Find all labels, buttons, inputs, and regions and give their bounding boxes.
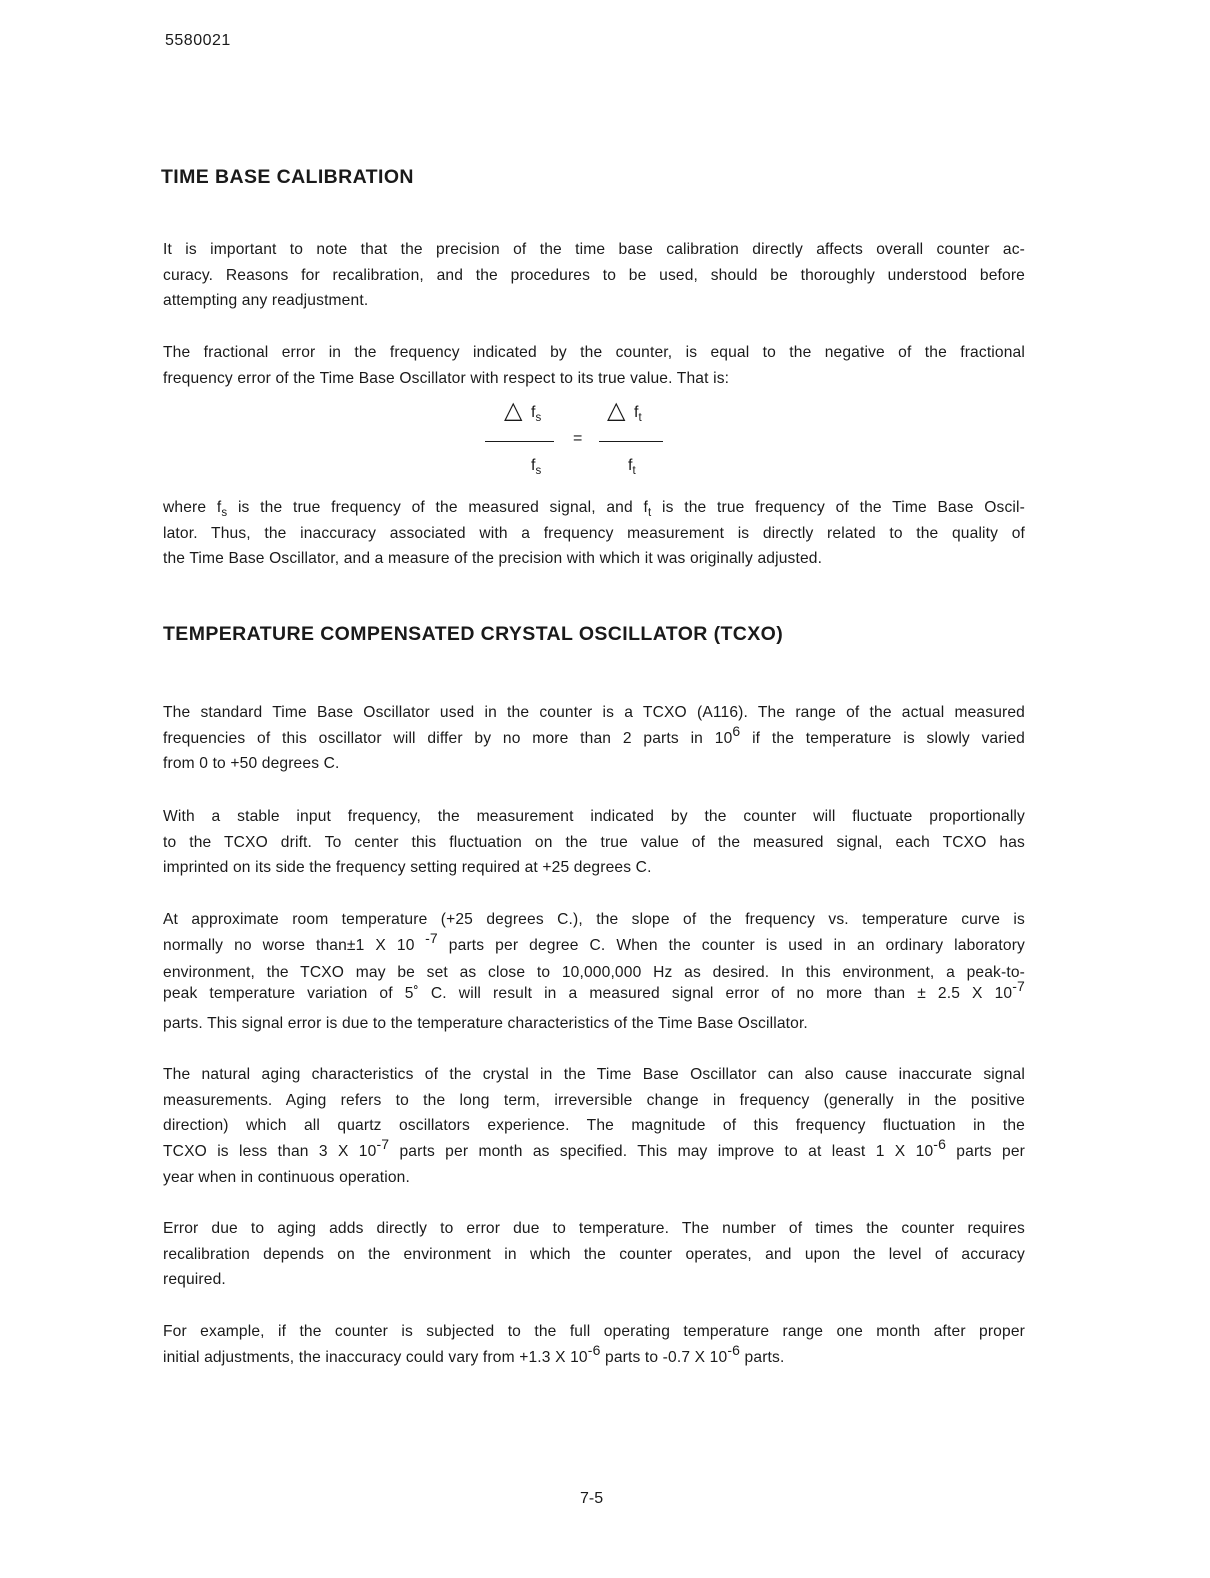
text-line: required. — [163, 1271, 226, 1289]
delta-symbol: △ — [504, 397, 523, 424]
text-line: TCXO is less than 3 X $10^{-7}$ parts per month as specified. This may improve to at least 1 X $10^{-6}$ parts per — [163, 1135, 1025, 1161]
denominator-right: $f_t$ — [628, 457, 636, 478]
text-line: attempting any readjustment. — [163, 292, 369, 310]
text-line: normally no worse than±1 X 10 $^{-7}$ parts per degree C. When the counter is used in an ordinary laboratory — [163, 929, 1025, 954]
numerator-right: $f_t$ — [634, 404, 642, 425]
text-line: It is important to note that the precision of the time base calibration directly affects overall counter ac- — [163, 241, 1025, 258]
text-line: The standard Time Base Oscillator used in the counter is a TCXO (A116). The range of the actual measured — [163, 704, 1025, 721]
text-line: With a stable input frequency, the measurement indicated by the counter will fluctuate proportionally — [163, 808, 1025, 825]
heading-time-base-calibration: TIME BASE CALIBRATION — [161, 166, 414, 188]
text-line: curacy. Reasons for recalibration, and the procedures to be used, should be thoroughly understood before — [163, 266, 1025, 284]
text-line: direction) which all quartz oscillators experience. The magnitude of this frequency fluctuation in the — [163, 1117, 1025, 1135]
text-line: recalibration depends on the environment in which the counter operates, and upon the level of accuracy — [163, 1245, 1025, 1263]
fraction-bar-right — [599, 441, 663, 442]
page-number: 7-5 — [580, 1490, 604, 1507]
text-line: Error due to aging adds directly to error due to temperature. The number of times the counter requires — [163, 1220, 1025, 1237]
paragraph-example — [163, 1319, 1025, 1370]
text-line: At approximate room temperature (+25 degrees C.), the slope of the frequency vs. temperature curve is — [163, 911, 1025, 928]
delta-symbol: △ — [607, 397, 626, 424]
text-line: The fractional error in the frequency indicated by the counter, is equal to the negative of the fractional — [163, 344, 1025, 361]
text-line: year when in continuous operation. — [163, 1168, 410, 1186]
text-line: measurements. Aging refers to the long term, irreversible change in frequency (generally in the positive — [163, 1091, 1025, 1109]
paragraph-aging — [163, 1062, 1025, 1191]
text-line: where $f_s$ is the true frequency of the measured signal, and $f_t$ is the true frequency of the Time Base Oscil- — [163, 499, 1026, 520]
paragraph-fractional-error — [163, 340, 1025, 391]
denominator-left: $f_s$ — [531, 457, 542, 478]
heading-tcxo: TEMPERATURE COMPENSATED CRYSTAL OSCILLATOR (TCXO) — [163, 623, 784, 645]
text-line: For example, if the counter is subjected to the full operating temperature range one month after proper — [163, 1323, 1025, 1340]
text-line: imprinted on its side the frequency setting required at +25 degrees C. — [163, 859, 652, 877]
document-number: 5580021 — [165, 32, 231, 49]
text-line: environment, the TCXO may be set as close to 10,000,000 Hz as desired. In this environment, a peak-to- — [163, 964, 1025, 982]
text-line: peak temperature variation of 5˚ C. will result in a measured signal error of no more than ± 2.5 X $10^{-7}$ — [163, 977, 1025, 1003]
equals-sign: = — [573, 430, 583, 447]
paragraph-room-temperature — [163, 907, 1025, 1037]
paragraph-stable-input — [163, 804, 1025, 881]
text-line: parts. This signal error is due to the temperature characteristics of the Time Base Oscillator. — [163, 1014, 808, 1032]
text-line: lator. Thus, the inaccuracy associated with a frequency measurement is directly related to the quality of — [163, 524, 1025, 542]
paragraph-error-adds — [163, 1216, 1025, 1293]
paragraph-precision — [163, 237, 1025, 314]
text-line: frequency error of the Time Base Oscillator with respect to its true value. That is: — [163, 369, 730, 387]
text-line: to the TCXO drift. To center this fluctuation on the true value of the measured signal, each TCXO has — [163, 833, 1025, 851]
text-line: The natural aging characteristics of the crystal in the Time Base Oscillator can also cause inaccurate signal — [163, 1066, 1025, 1083]
text-line: the Time Base Oscillator, and a measure of the precision with which it was originally adjusted. — [163, 550, 823, 568]
text-line: frequencies of this oscillator will differ by no more than 2 parts in $10^6$ if the temperature is slowly varied — [163, 722, 1025, 747]
text-line: initial adjustments, the inaccuracy could vary from +1.3 X $10^{-6}$ parts to -0.7 X $10^{-6}$ parts. — [163, 1341, 785, 1366]
numerator-left: $f_s$ — [531, 404, 542, 425]
fractional-error-equation — [483, 396, 673, 486]
text-line: from 0 to +50 degrees C. — [163, 755, 340, 773]
paragraph-where — [163, 495, 1025, 572]
fraction-bar-left — [485, 441, 554, 442]
paragraph-standard-oscillator — [163, 700, 1025, 777]
